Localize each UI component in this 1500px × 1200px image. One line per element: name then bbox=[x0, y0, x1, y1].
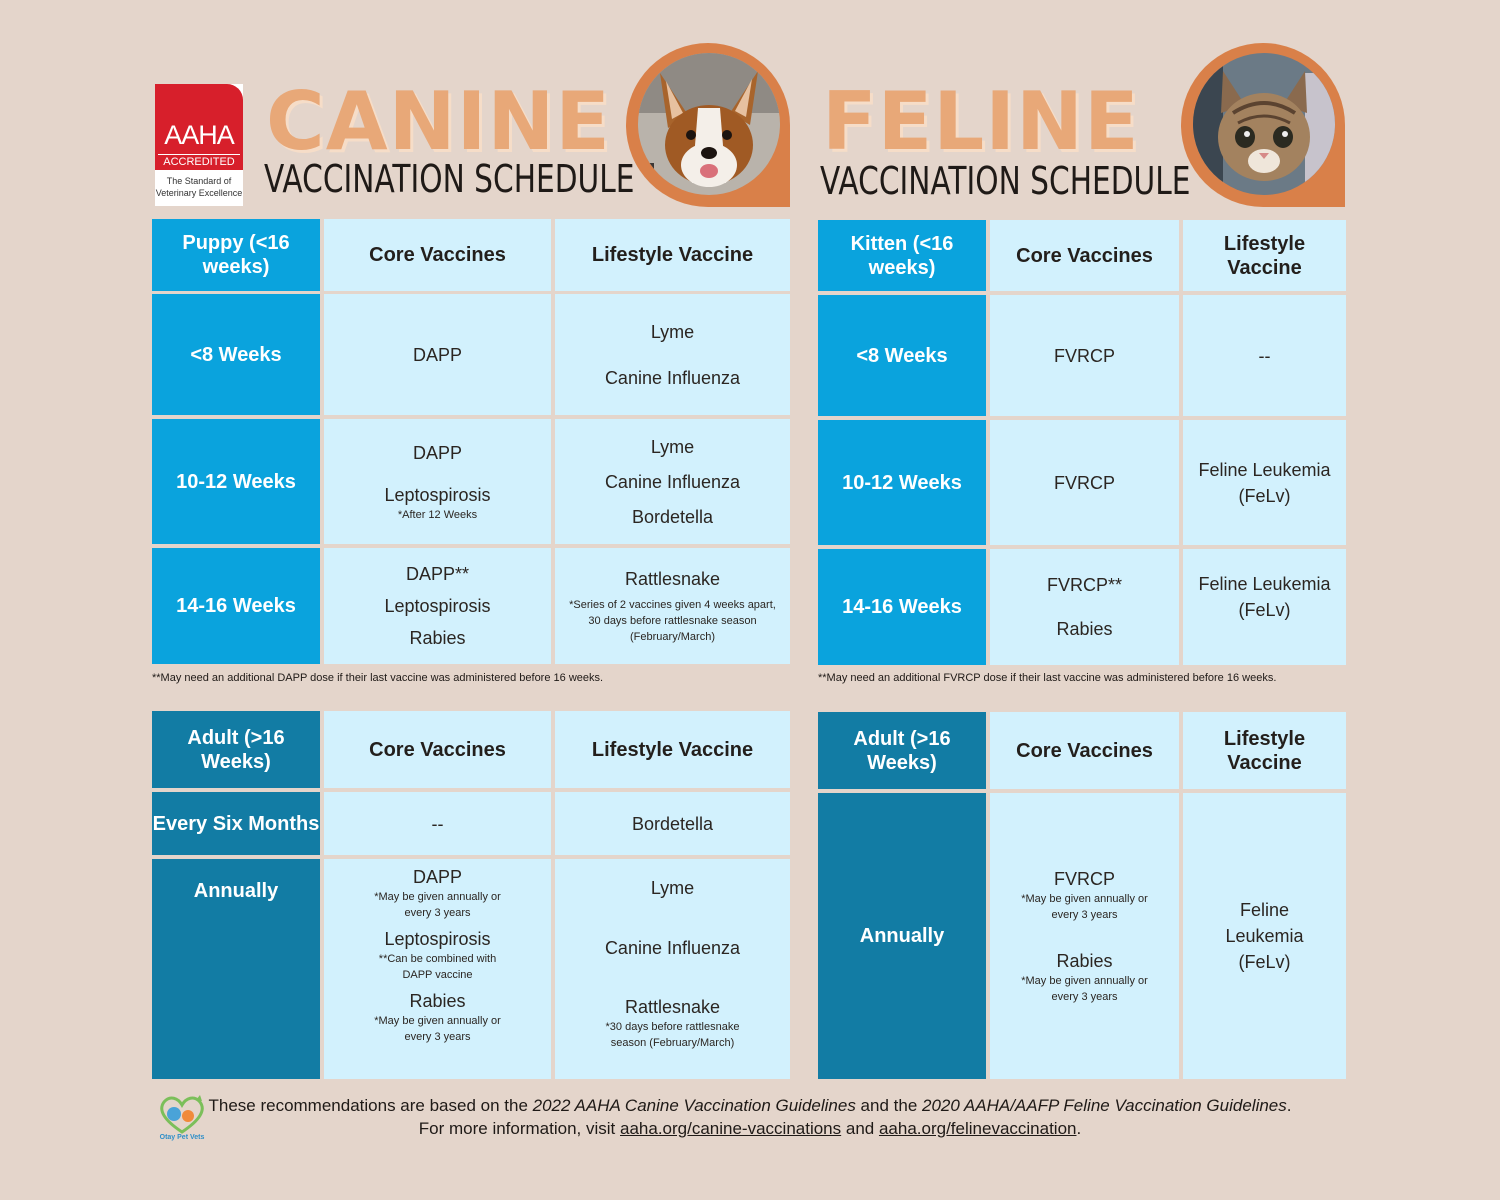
vaccine-name: Rattlesnake bbox=[624, 569, 721, 589]
kitten-header-lifestyle: Lifestyle Vaccine bbox=[1183, 220, 1346, 291]
feline-subtitle: VACCINATION SCHEDULE bbox=[820, 159, 1191, 203]
adult-dog-six-months-label: Every Six Months bbox=[152, 792, 320, 855]
aaha-logo bbox=[155, 84, 243, 206]
puppy-row-label: <8 Weeks bbox=[152, 294, 320, 415]
vaccine-name: Canine Influenza bbox=[604, 367, 741, 388]
vaccine-note: *30 days before rattlesnake season (February/March) bbox=[605, 1021, 740, 1049]
kitten-row-label: <8 Weeks bbox=[818, 295, 986, 416]
footer-text: . bbox=[1076, 1119, 1082, 1138]
canine-title: CANINE bbox=[266, 75, 611, 168]
aaha-accredited: ACCREDITED bbox=[158, 154, 240, 168]
puppy-header-lifestyle: Lifestyle Vaccine bbox=[555, 219, 790, 291]
kitten-row-core bbox=[990, 295, 1179, 416]
kitten-row-label: 10-12 Weeks bbox=[818, 420, 986, 545]
puppy-row-core bbox=[324, 419, 551, 544]
vaccine-name: Feline bbox=[1239, 900, 1290, 920]
adult-dog-header-lifestyle: Lifestyle Vaccine bbox=[555, 711, 790, 788]
vaccine-note: *After 12 Weeks bbox=[397, 508, 478, 521]
footer-line-2 bbox=[0, 1117, 1500, 1141]
kitten-row-lifestyle bbox=[1183, 295, 1346, 416]
footer-line-1 bbox=[0, 1094, 1500, 1118]
vaccine-name: Canine Influenza bbox=[604, 938, 741, 958]
vaccine-name: FVRCP bbox=[1053, 345, 1115, 366]
kitten-footnote: **May need an additional FVRCP dose if their last vaccine was administered before 16 weeks. bbox=[818, 672, 1277, 684]
puppy-header-label: Puppy (<16 weeks) bbox=[152, 219, 320, 291]
adult-cat-header-core: Core Vaccines bbox=[990, 712, 1179, 789]
vaccine-name: Leptospirosis bbox=[384, 484, 491, 505]
puppy-row-label: 10-12 Weeks bbox=[152, 419, 320, 544]
adult-dog-six-months-lifestyle: Bordetella bbox=[555, 792, 790, 855]
canine-vaccinations-link[interactable]: aaha.org/canine-vaccinations bbox=[620, 1119, 842, 1138]
vaccine-name: DAPP bbox=[412, 344, 463, 365]
kitten-row-core bbox=[990, 420, 1179, 545]
footer-text: . bbox=[1286, 1096, 1292, 1115]
kitten-row-core bbox=[990, 549, 1179, 665]
adult-dog-header-core: Core Vaccines bbox=[324, 711, 551, 788]
feline-title: FELINE bbox=[822, 75, 1140, 168]
adult-dog-annually-lifestyle bbox=[555, 859, 790, 1079]
vaccine-name: Lyme bbox=[650, 878, 695, 898]
vaccine-name: FVRCP bbox=[1053, 869, 1115, 889]
footer-text: and the bbox=[855, 1096, 922, 1115]
aaha-tagline-2: Veterinary Excellence bbox=[155, 188, 243, 198]
kitten-row-label: 14-16 Weeks bbox=[818, 549, 986, 665]
vaccine-name: Feline Leukemia bbox=[1198, 574, 1331, 594]
adult-dog-six-months-core: -- bbox=[324, 792, 551, 855]
vaccine-note: *May be given annually or every 3 years bbox=[374, 1015, 501, 1043]
vaccine-name: DAPP bbox=[412, 442, 463, 463]
vaccine-name: -- bbox=[1258, 345, 1271, 366]
footer-text: These recommendations are based on the bbox=[208, 1096, 533, 1115]
adult-dog-annually-core bbox=[324, 859, 551, 1079]
vaccine-name: FVRCP** bbox=[1046, 575, 1122, 595]
vaccine-name: Lyme bbox=[650, 321, 695, 342]
kitten-row-lifestyle bbox=[1183, 549, 1346, 665]
vaccine-name: (FeLv) bbox=[1238, 952, 1291, 972]
adult-dog-header-label: Adult (>16 Weeks) bbox=[152, 711, 320, 788]
canine-guidelines-title: 2022 AAHA Canine Vaccination Guidelines bbox=[532, 1096, 856, 1115]
canine-photo-badge bbox=[626, 43, 790, 207]
vaccine-name: FVRCP bbox=[1053, 472, 1115, 493]
adult-dog-annually-label: Annually bbox=[152, 859, 320, 1079]
puppy-row-lifestyle bbox=[555, 419, 790, 544]
feline-vaccination-link[interactable]: aaha.org/felinevaccination bbox=[878, 1119, 1077, 1138]
vaccine-name: Lyme bbox=[650, 436, 695, 457]
kitten-header-core: Core Vaccines bbox=[990, 220, 1179, 291]
vaccine-name: Rabies bbox=[1056, 951, 1113, 971]
footer-text: and bbox=[841, 1119, 879, 1138]
adult-cat-header-label: Adult (>16 Weeks) bbox=[818, 712, 986, 789]
canine-subtitle: VACCINATION SCHEDULE bbox=[264, 157, 635, 201]
vaccine-name: Feline Leukemia bbox=[1198, 459, 1331, 480]
puppy-row-lifestyle bbox=[555, 548, 790, 664]
feline-photo-badge bbox=[1181, 43, 1345, 207]
vaccine-name: Rabies bbox=[1056, 619, 1113, 639]
aaha-logo-badge bbox=[155, 84, 243, 170]
vaccine-note: *May be given annually or every 3 years bbox=[1021, 893, 1148, 921]
aaha-tagline-1: The Standard of bbox=[166, 176, 232, 186]
puppy-row-label: 14-16 Weeks bbox=[152, 548, 320, 664]
vaccine-note: *May be given annually or every 3 years bbox=[1021, 975, 1148, 1003]
cat-photo-icon bbox=[1193, 53, 1335, 195]
vaccine-name: DAPP bbox=[412, 867, 463, 887]
vaccine-name: Leukemia bbox=[1225, 926, 1304, 946]
vaccine-note: *Series of 2 vaccines given 4 weeks apart, 30 days before rattlesnake season (February/March) bbox=[569, 599, 776, 643]
puppy-row-core bbox=[324, 294, 551, 415]
vaccine-name: (FeLv) bbox=[1238, 485, 1291, 506]
vaccine-note: *May be given annually or every 3 years bbox=[374, 891, 501, 919]
dog-photo-icon bbox=[638, 53, 780, 195]
vaccine-note: **Can be combined with DAPP vaccine bbox=[378, 953, 497, 981]
feline-guidelines-title: 2020 AAHA/AAFP Feline Vaccination Guidelines bbox=[922, 1096, 1287, 1115]
kitten-header-label: Kitten (<16 weeks) bbox=[818, 220, 986, 291]
puppy-row-lifestyle bbox=[555, 294, 790, 415]
adult-cat-annually-label: Annually bbox=[818, 793, 986, 1079]
vaccine-name: Bordetella bbox=[631, 506, 714, 527]
footer-text: For more information, visit bbox=[418, 1119, 620, 1138]
vaccine-name: Rabies bbox=[409, 991, 466, 1011]
vaccine-name: Rattlesnake bbox=[624, 997, 721, 1017]
adult-cat-header-lifestyle: Lifestyle Vaccine bbox=[1183, 712, 1346, 789]
aaha-brand: AAHA bbox=[164, 120, 234, 150]
vaccine-name: Leptospirosis bbox=[384, 596, 491, 616]
puppy-row-core bbox=[324, 548, 551, 664]
puppy-footnote: **May need an additional DAPP dose if their last vaccine was administered before 16 weeks. bbox=[152, 672, 604, 684]
vaccine-name: DAPP** bbox=[405, 564, 470, 584]
vaccine-name: (FeLv) bbox=[1238, 600, 1291, 620]
adult-cat-annually-lifestyle bbox=[1183, 793, 1346, 1079]
kitten-row-lifestyle bbox=[1183, 420, 1346, 545]
adult-cat-annually-core bbox=[990, 793, 1179, 1079]
puppy-header-core: Core Vaccines bbox=[324, 219, 551, 291]
vaccine-name: Leptospirosis bbox=[384, 929, 491, 949]
vaccine-name: Rabies bbox=[409, 628, 466, 648]
otay-logo-text: Otay Pet Vets bbox=[159, 1134, 205, 1141]
vaccine-name: Canine Influenza bbox=[604, 471, 741, 492]
